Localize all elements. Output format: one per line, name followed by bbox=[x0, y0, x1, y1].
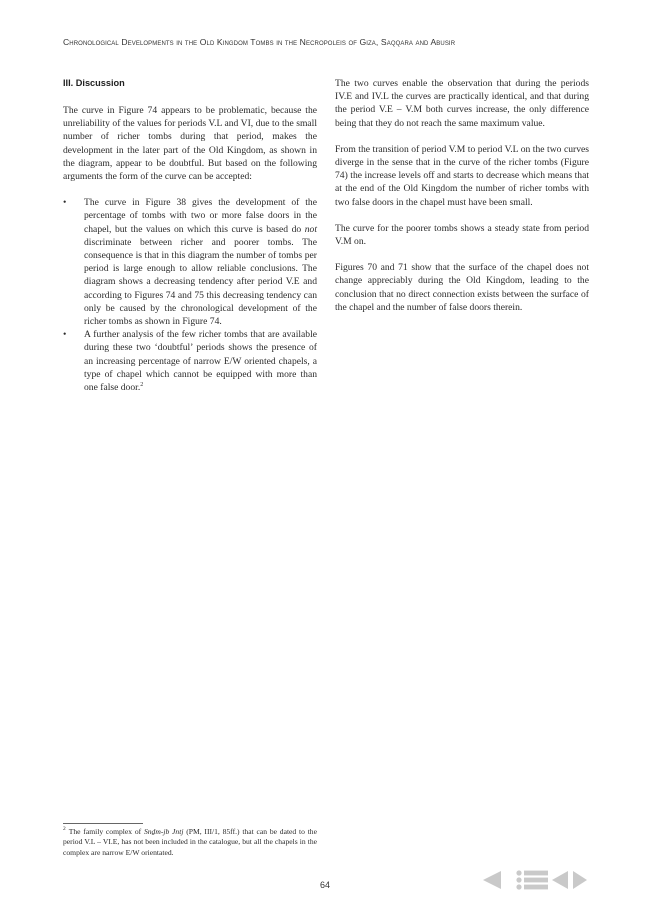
left-column bbox=[63, 77, 317, 394]
emphasis-text: not bbox=[304, 223, 317, 235]
running-header: Chronological Developments in the Old Kingdom Tombs in the Necropoleis of Giza, Saqqara and Abusir bbox=[63, 37, 456, 47]
footnote-text: (PM, III/1, 85ff.) that can be dated to the period V.L – VI.E, has not been included in the catalogue, but all the chapels in the complex are narrow E/W orientated. bbox=[63, 827, 317, 857]
page-navigation bbox=[481, 868, 591, 892]
body-paragraph: The curve for the poorer tombs shows a steady state from period V.M on. bbox=[335, 222, 589, 248]
footnote-divider bbox=[63, 823, 143, 824]
page-number: 64 bbox=[319, 880, 330, 890]
body-paragraph: The curve in Figure 74 appears to be problematic, because the unreliability of the values for periods V.L and VI, due to the small number of richer tombs during that period, makes the development in the later part of the Old Kingdom, as shown in the diagram, appear to be doubtful. But based on the following arguments the form of the curve can be accepted: bbox=[63, 105, 317, 183]
bullet-text: discriminate between richer and poorer tombs. The consequence is that in this diagram the number of tombs per period is large enough to allow reliable conclusions. The diagram shows a decreasing tendency after period V.E and according to Figures 74 and 75 this decreasing tendency can only be caused by the chronological development of the richer tombs as shown in Figure 74. bbox=[84, 236, 317, 328]
bullet-item bbox=[63, 196, 317, 328]
bullet-icon: • bbox=[63, 329, 67, 341]
triangle-right-icon[interactable] bbox=[572, 868, 588, 892]
footnote-number: 2 bbox=[63, 826, 66, 833]
section-heading: III. Discussion bbox=[63, 78, 125, 88]
bullet-text: A further analysis of the few richer tombs that are available during these two ‘doubtful’ periods shows the presence of an increasing percentage of narrow E/W oriented chapels, a type of chapel which cannot be equipped with more than one false door. bbox=[84, 329, 317, 394]
bullet-icon: • bbox=[63, 197, 67, 209]
footnote bbox=[63, 827, 317, 858]
bullet-text: The curve in Figure 38 gives the development of the percentage of tombs with two or more false doors in the chapel, but the values on which this curve is based do bbox=[84, 197, 317, 235]
triangle-left-icon[interactable] bbox=[551, 868, 569, 892]
right-column bbox=[335, 77, 589, 327]
bullet-item bbox=[63, 328, 317, 394]
arrow-left-icon[interactable] bbox=[481, 868, 503, 892]
body-paragraph: Figures 70 and 71 show that the surface of the chapel does not change appreciably during the Old Kingdom, leading to the conclusion that no direct connection exists between the surface of the chapel and the number of false doors therein. bbox=[335, 262, 589, 313]
list-menu-icon[interactable] bbox=[516, 868, 550, 892]
bullet-list bbox=[63, 196, 317, 394]
footnote-text: The family complex of bbox=[68, 827, 144, 836]
footnote-name: Snḏm-jb Jntj bbox=[143, 827, 184, 836]
body-paragraph: From the transition of period V.M to period V.L on the two curves diverge in the sense that in the curve of the richer tombs (Figure 74) the increase levels off and starts to decrease which means that at the end of the Old Kingdom the number of richer tombs with two false doors in the chapel must have been small. bbox=[335, 143, 589, 208]
footnote-reference[interactable]: 2 bbox=[140, 381, 144, 388]
body-paragraph: The two curves enable the observation that during the periods IV.E and IV.L the curves are practically identical, and that during the period V.E – V.M both curves increase, the only difference being that they do not reach the same maximum value. bbox=[335, 78, 589, 129]
